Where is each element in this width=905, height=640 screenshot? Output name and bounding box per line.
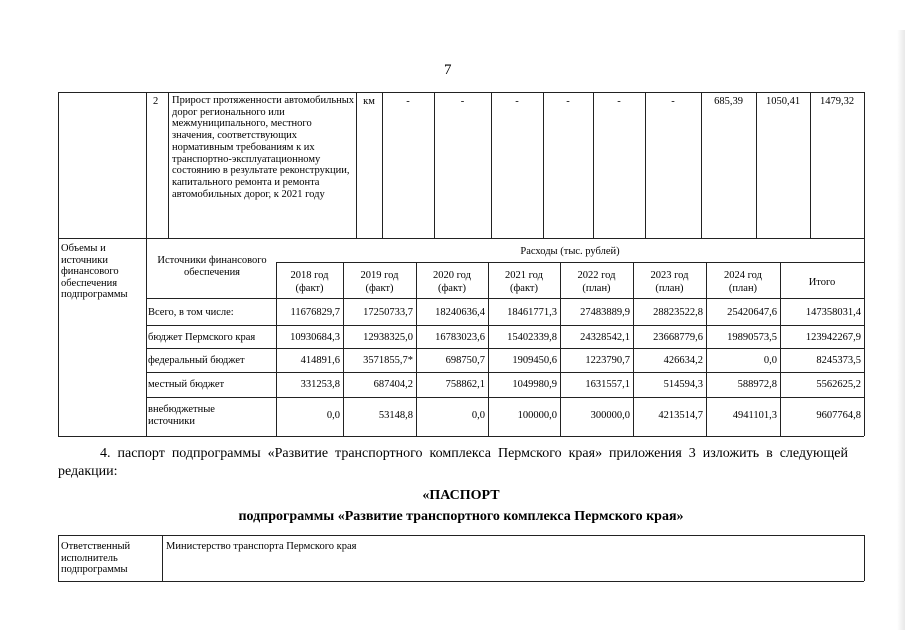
finance-row-label: местный бюджет — [148, 379, 225, 390]
year-type: (план) — [728, 283, 758, 294]
finance-row-label: внебюджетные источники — [148, 404, 215, 427]
passport-title: «ПАСПОРТ — [422, 488, 500, 503]
finance-cell: 12938325,0 — [363, 332, 413, 343]
year-header: 2022 год — [577, 270, 616, 281]
amendment-paragraph: 4. паспорт подпрограммы «Развитие транспортного комплекса Пермского края» приложения 3 изложить в следующей редакции: — [58, 446, 848, 479]
finance-cell: 18461771,3 — [507, 307, 557, 318]
finance-cell: 10930684,3 — [290, 332, 340, 343]
year-header: 2021 год — [505, 270, 543, 281]
finance-cell: 758862,1 — [445, 379, 485, 390]
year-header: 2024 год — [724, 270, 762, 281]
finance-cell: 4941101,3 — [732, 410, 777, 421]
finance-cell: 1049980,9 — [512, 379, 557, 390]
finance-cell: 1631557,1 — [585, 379, 630, 390]
indicator-value: 1050,41 — [765, 96, 801, 107]
finance-cell: 426634,2 — [663, 355, 703, 366]
year-type: (факт) — [295, 283, 324, 294]
passport-subtitle: подпрограммы «Развитие транспортного комплекса Пермского края» — [238, 509, 684, 524]
year-header: 2018 год — [290, 270, 329, 281]
finance-cell: 5562625,2 — [816, 379, 861, 390]
indicator-value: 685,39 — [714, 96, 743, 107]
finance-cell: 1223790,7 — [585, 355, 630, 366]
finance-section-label: Объемы и источники финансового обеспечения подпрограммы — [61, 243, 128, 300]
finance-cell: 698750,7 — [445, 355, 485, 366]
year-type: (факт) — [509, 283, 538, 294]
indicator-description: Прирост протяженности автомобильных дорог регионального или межмуниципального, местного значения, соответствующих нормативным требованиям к их транспортно-эксплуатационному состоянию в результате реконструкции, капитального ремонта и ремонта автомобильных дорог, к 2021 году — [172, 95, 355, 200]
finance-cell: 19890573,5 — [727, 332, 777, 343]
year-header: 2019 год — [360, 270, 399, 281]
finance-cell: 27483889,9 — [580, 307, 630, 318]
indicator-value: 1479,32 — [819, 96, 855, 107]
total-header: Итого — [808, 277, 836, 288]
page-number: 7 — [444, 62, 452, 78]
indicator-value: - — [406, 96, 410, 107]
sources-header: Источники финансового обеспечения — [157, 255, 267, 278]
year-type: (план) — [582, 283, 611, 294]
finance-cell: 123942267,9 — [805, 332, 861, 343]
year-header: 2023 год — [650, 270, 689, 281]
finance-cell: 11676829,7 — [290, 307, 340, 318]
finance-cell: 300000,0 — [590, 410, 630, 421]
finance-cell: 28823522,8 — [653, 307, 703, 318]
finance-cell: 331253,8 — [300, 379, 340, 390]
finance-cell: 53148,8 — [378, 410, 413, 421]
finance-cell: 24328542,1 — [580, 332, 630, 343]
finance-row-label: бюджет Пермского края — [148, 332, 256, 343]
finance-cell: 17250733,7 — [363, 307, 413, 318]
indicator-value: - — [460, 96, 465, 107]
finance-cell: 100000,0 — [517, 410, 557, 421]
finance-row-label: федеральный бюджет — [148, 355, 245, 366]
year-type: (план) — [655, 283, 684, 294]
finance-cell: 588972,8 — [737, 379, 777, 390]
finance-cell: 414891,6 — [300, 355, 340, 366]
indicator-value: - — [566, 96, 570, 107]
indicator-value: - — [671, 96, 675, 107]
responsible-label: Ответственный исполнитель подпрограммы — [61, 541, 131, 575]
finance-cell: 147358031,4 — [805, 307, 861, 318]
finance-cell: 3571855,7* — [363, 355, 413, 366]
finance-cell: 1909450,6 — [512, 355, 557, 366]
finance-cell: 23668779,6 — [653, 332, 703, 343]
year-header: 2020 год — [433, 270, 471, 281]
indicator-value: - — [515, 96, 519, 107]
year-type: (факт) — [437, 283, 466, 294]
expenses-header: Расходы (тыс. рублей) — [520, 246, 620, 257]
finance-cell: 0,0 — [471, 410, 485, 421]
scan-edge — [897, 30, 905, 630]
finance-row-label: Всего, в том числе: — [148, 307, 234, 318]
indicator-number: 2 — [153, 96, 159, 107]
indicator-unit: км — [363, 96, 375, 107]
indicator-value: - — [617, 96, 621, 107]
finance-cell: 9607764,8 — [816, 410, 861, 421]
finance-cell: 514594,3 — [663, 379, 703, 390]
year-type: (факт) — [365, 283, 394, 294]
finance-cell: 4213514,7 — [658, 410, 703, 421]
finance-cell: 687404,2 — [373, 379, 413, 390]
responsible-value: Министерство транспорта Пермского края — [166, 541, 357, 552]
finance-cell: 18240636,4 — [435, 307, 485, 318]
finance-cell: 0,0 — [326, 410, 340, 421]
finance-cell: 15402339,8 — [507, 332, 557, 343]
finance-cell: 0,0 — [763, 355, 777, 366]
finance-cell: 16783023,6 — [435, 332, 485, 343]
finance-cell: 8245373,5 — [816, 355, 861, 366]
finance-cell: 25420647,6 — [727, 307, 777, 318]
